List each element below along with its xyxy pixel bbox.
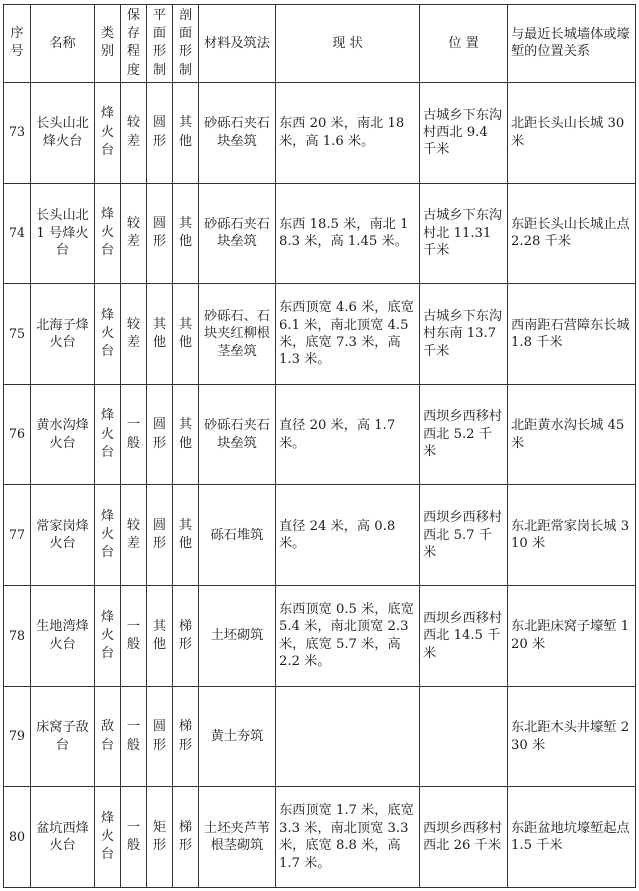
cell-material: 砂砾石夹石块垒筑 <box>199 384 276 485</box>
cell-type <box>95 485 121 586</box>
cell-section-text: 其他 <box>178 417 193 451</box>
cell-preservation <box>121 787 147 888</box>
cell-relation: 西南距石营障东长城 1.8 千米 <box>508 284 636 385</box>
cell-section-text: 其他 <box>178 216 193 250</box>
cell-type-text: 烽火台 <box>100 508 115 561</box>
cell-no: 80 <box>4 787 31 888</box>
cell-location: 古城乡下东沟村北 11.31 千米 <box>420 183 508 284</box>
cell-relation: 东距盆地坑壕堑起点 1.5 千米 <box>508 787 636 888</box>
cell-location: 古城乡下东沟村西北 9.4 千米 <box>420 82 508 183</box>
cell-section-text: 梯形 <box>178 819 193 854</box>
cell-type <box>95 284 121 385</box>
cell-name: 长头山北烽火台 <box>31 82 95 183</box>
cell-preservation-text: 较差 <box>126 316 141 350</box>
cell-name: 北海子烽火台 <box>31 284 95 385</box>
cell-status: 东西 18.5 米，南北 18.3 米，高 1.45 米。 <box>276 183 420 284</box>
table-row <box>4 686 636 787</box>
cell-relation: 北距长头山长城 30 米 <box>508 82 636 183</box>
cell-type <box>95 384 121 485</box>
cell-plan <box>147 485 173 586</box>
cell-section-text: 梯形 <box>178 719 193 753</box>
cell-preservation <box>121 586 147 687</box>
cell-status: 直径 24 米，高 0.8 米。 <box>276 485 420 586</box>
cell-preservation <box>121 485 147 586</box>
cell-section <box>173 586 199 687</box>
cell-material: 砾石堆筑 <box>199 485 276 586</box>
cell-plan-text: 圆形 <box>152 719 167 753</box>
cell-type-text: 烽火台 <box>100 106 115 158</box>
cell-type-text: 敌台 <box>100 719 115 753</box>
cell-preservation-text: 一般 <box>126 417 141 451</box>
header-plan: 平面形制 <box>147 5 173 83</box>
cell-plan-text: 圆形 <box>152 216 167 250</box>
cell-section <box>173 686 199 787</box>
table-header-row <box>4 5 636 83</box>
cell-material: 土坯砌筑 <box>199 586 276 687</box>
cell-plan-text: 矩形 <box>152 819 167 854</box>
header-no: 序号 <box>4 5 31 83</box>
cell-material: 砂砾石、石块夹红柳根茎垒筑 <box>199 284 276 385</box>
cell-preservation <box>121 686 147 787</box>
cell-material: 砂砾石夹石块垒筑 <box>199 82 276 183</box>
beacon-tower-table <box>3 4 636 888</box>
table-row <box>4 384 636 485</box>
cell-preservation-text: 一般 <box>126 618 141 652</box>
cell-no: 76 <box>4 384 31 485</box>
cell-name: 常家岗烽火台 <box>31 485 95 586</box>
cell-type-text: 烽火台 <box>100 810 115 863</box>
cell-preservation <box>121 82 147 183</box>
cell-preservation-text: 较差 <box>126 216 141 250</box>
cell-relation: 东距长头山长城止点 2.28 千米 <box>508 183 636 284</box>
cell-location: 西坝乡西移村西北 14.5 千米 <box>420 586 508 687</box>
cell-type <box>95 183 121 284</box>
cell-section-text: 梯形 <box>178 618 193 652</box>
cell-name: 生地湾烽火台 <box>31 586 95 687</box>
table-row <box>4 586 636 687</box>
cell-status: 东西顶宽 0.5 米，底宽 5.4 米，南北顶宽 2.3 米，底宽 5.7 米，高 2.2 米。 <box>276 586 420 687</box>
cell-status: 东西顶宽 1.7 米，底宽 3.3 米，南北顶宽 3.3 米，底宽 8.8 米，高 1.7 米。 <box>276 787 420 888</box>
cell-section-text: 其他 <box>178 518 193 552</box>
cell-relation: 东北距常家岗长城 310 米 <box>508 485 636 586</box>
cell-plan <box>147 384 173 485</box>
cell-name: 床窝子敌台 <box>31 686 95 787</box>
header-type: 类别 <box>95 5 121 83</box>
header-material: 材料及筑法 <box>199 5 276 83</box>
table-row <box>4 284 636 385</box>
cell-relation: 东北距床窝子壕堑 120 米 <box>508 586 636 687</box>
cell-plan <box>147 82 173 183</box>
cell-material: 土坯夹芦苇根茎砌筑 <box>199 787 276 888</box>
cell-type <box>95 686 121 787</box>
cell-plan <box>147 686 173 787</box>
cell-no: 74 <box>4 183 31 284</box>
cell-location: 西坝乡西移村西北 5.7 千米 <box>420 485 508 586</box>
cell-no: 78 <box>4 586 31 687</box>
cell-name: 盆坑西烽火台 <box>31 787 95 888</box>
table-row <box>4 183 636 284</box>
cell-preservation <box>121 384 147 485</box>
header-relation: 与最近长城墙体或壕堑的位置关系 <box>508 5 636 83</box>
cell-name: 黄水沟烽火台 <box>31 384 95 485</box>
cell-section <box>173 384 199 485</box>
cell-type-text: 烽火台 <box>100 207 115 259</box>
cell-location <box>420 686 508 787</box>
cell-status: 直径 20 米，高 1.7 米。 <box>276 384 420 485</box>
cell-section <box>173 787 199 888</box>
cell-plan-text: 圆形 <box>152 115 167 149</box>
cell-no: 77 <box>4 485 31 586</box>
table-row <box>4 787 636 888</box>
cell-location: 西坝乡西移村西北 5.2 千米 <box>420 384 508 485</box>
cell-relation: 东北距木头井壕堑 230 米 <box>508 686 636 787</box>
cell-type-text: 烽火台 <box>100 408 115 460</box>
header-name: 名称 <box>31 5 95 83</box>
cell-preservation-text: 一般 <box>126 719 141 753</box>
cell-plan-text: 圆形 <box>152 417 167 451</box>
cell-section-text: 其他 <box>178 316 193 350</box>
cell-type-text: 烽火台 <box>100 609 115 661</box>
cell-section <box>173 183 199 284</box>
header-preservation: 保存程度 <box>121 5 147 83</box>
cell-preservation-text: 一般 <box>126 819 141 854</box>
cell-plan <box>147 284 173 385</box>
cell-section <box>173 284 199 385</box>
cell-type <box>95 586 121 687</box>
cell-status <box>276 686 420 787</box>
cell-preservation-text: 较差 <box>126 518 141 552</box>
table-row <box>4 485 636 586</box>
header-location: 位 置 <box>420 5 508 83</box>
cell-preservation <box>121 284 147 385</box>
cell-type <box>95 787 121 888</box>
cell-plan <box>147 183 173 284</box>
header-section: 剖面形制 <box>173 5 199 83</box>
cell-plan-text: 其他 <box>152 316 167 350</box>
cell-material: 黄土夯筑 <box>199 686 276 787</box>
cell-no: 75 <box>4 284 31 385</box>
cell-no: 79 <box>4 686 31 787</box>
table-row <box>4 82 636 183</box>
header-status: 现 状 <box>276 5 420 83</box>
cell-no: 73 <box>4 82 31 183</box>
cell-type <box>95 82 121 183</box>
cell-preservation-text: 较差 <box>126 115 141 149</box>
document-page <box>3 4 635 888</box>
cell-plan-text: 圆形 <box>152 518 167 552</box>
cell-type-text: 烽火台 <box>100 307 115 360</box>
cell-section <box>173 485 199 586</box>
cell-preservation <box>121 183 147 284</box>
cell-status: 东西 20 米，南北 18 米，高 1.6 米。 <box>276 82 420 183</box>
cell-section <box>173 82 199 183</box>
cell-section-text: 其他 <box>178 115 193 149</box>
cell-location: 古城乡下东沟村东南 13.7 千米 <box>420 284 508 385</box>
cell-relation: 北距黄水沟长城 45 米 <box>508 384 636 485</box>
cell-material: 砂砾石夹石块垒筑 <box>199 183 276 284</box>
cell-status: 东西顶宽 4.6 米，底宽 6.1 米，南北顶宽 4.5 米，底宽 7.3 米，高 1.3 米。 <box>276 284 420 385</box>
cell-plan <box>147 787 173 888</box>
cell-name: 长头山北 1 号烽火台 <box>31 183 95 284</box>
cell-location: 西坝乡西移村西北 26 千米 <box>420 787 508 888</box>
cell-plan-text: 其他 <box>152 618 167 652</box>
cell-plan <box>147 586 173 687</box>
